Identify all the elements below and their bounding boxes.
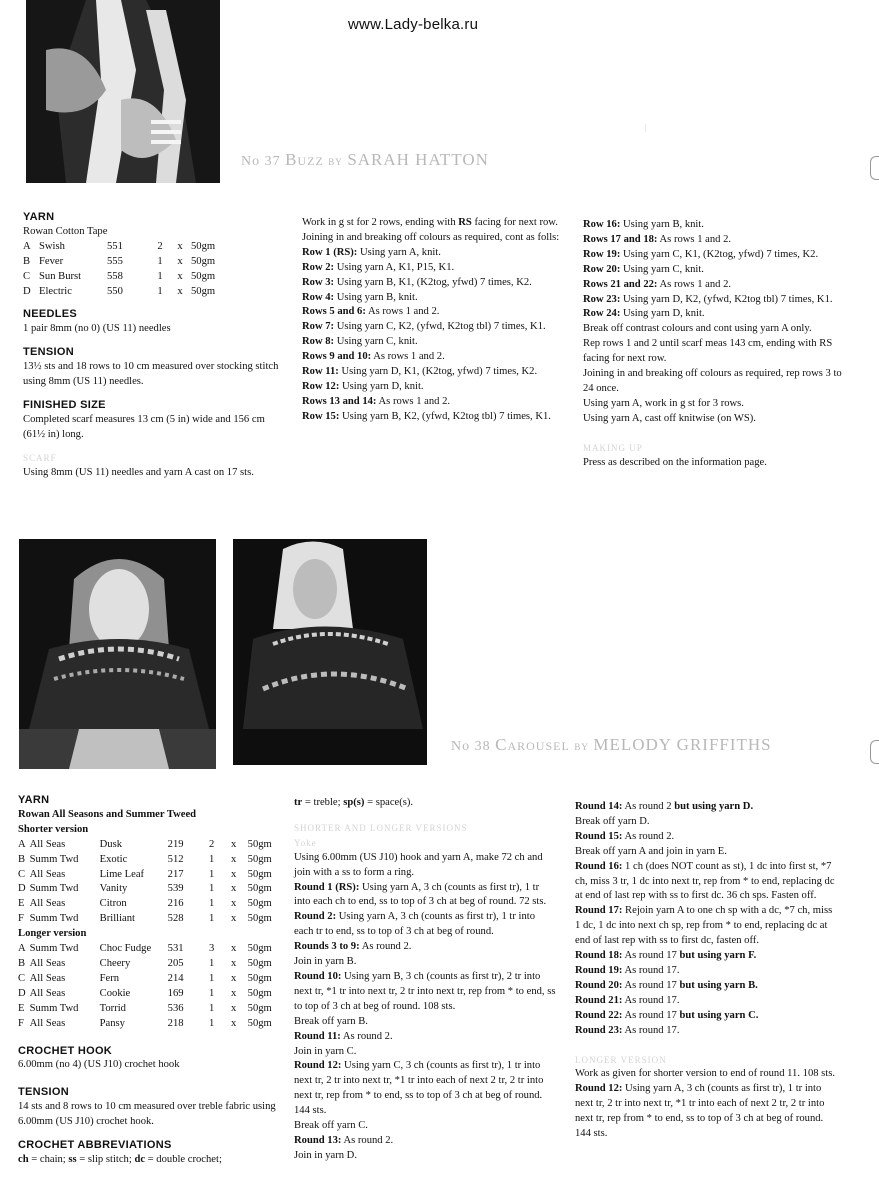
yarn-cell-code: 219	[167, 838, 184, 850]
instruction-line: Row 8: Using yarn C, knit.	[302, 336, 418, 348]
yarn-cell-wt: 50gm	[247, 987, 272, 999]
yarn-cell-qty: 1	[209, 957, 215, 969]
yarn-cell-qty: 1	[157, 285, 163, 297]
yarn-cell-x: x	[177, 285, 183, 297]
instruction-line: Using 6.00mm (US J10) hook and yarn A, make 72 ch and join with a ss to form a ring.	[294, 851, 543, 878]
instruction-line: Using yarn A, work in g st for 3 rows.	[583, 397, 744, 409]
yarn-cell-letter: A	[18, 943, 26, 955]
p38-column-2	[294, 796, 556, 1164]
yarn-row	[18, 838, 276, 853]
pattern-by: BY	[328, 157, 343, 167]
yarn-cell-name: Lime Leaf	[99, 868, 145, 880]
yarn-table	[23, 240, 219, 300]
yarn-cell-qty: 1	[209, 913, 215, 925]
yarn-cell-name: Fever	[39, 255, 64, 267]
yarn-cell-name: Brilliant	[99, 913, 135, 925]
instruction-line: Row 7: Using yarn C, K2, (yfwd, K2tog tbl) 7 times, K1.	[302, 321, 546, 333]
finished-size-text: Completed scarf measures 13 cm (5 in) wide and 156 cm (61½ in) long.	[23, 413, 265, 440]
instruction-line: Rows 13 and 14: As rows 1 and 2.	[302, 395, 451, 407]
cast-on-text: Using 8mm (US 11) needles and yarn A cast on 17 sts.	[23, 466, 254, 478]
yarn-cell-type: All Seas	[29, 972, 66, 984]
yarn-cell-qty: 2	[157, 240, 163, 252]
yarn-cell-name: Fern	[99, 972, 120, 984]
instruction-line: Break off yarn D.	[575, 815, 650, 827]
yarn-cell-type: All Seas	[29, 898, 66, 910]
instruction-line: Break off yarn B.	[294, 1015, 368, 1027]
yarn-cell-wt: 50gm	[247, 868, 272, 880]
yarn-cell-qty: 1	[157, 255, 163, 267]
shorter-version-heading: Shorter version	[18, 823, 89, 835]
yarn-cell-qty: 1	[209, 898, 215, 910]
longer-version-heading: Longer version	[18, 928, 87, 940]
yarn-cell-name: Swish	[39, 240, 65, 252]
yarn-row	[18, 868, 276, 883]
yarn-cell-wt: 50gm	[191, 270, 216, 282]
instruction-line: Row 12: Using yarn D, knit.	[302, 380, 424, 392]
yarn-cell-code: 528	[167, 913, 184, 925]
yarn-cell-wt: 50gm	[191, 285, 216, 297]
pattern-designer: SARAH HATTON	[347, 150, 489, 169]
crochet-hook-text: 6.00mm (no 4) (US J10) crochet hook	[18, 1059, 180, 1071]
pattern-number: No 38	[451, 739, 491, 754]
yarn-cell-name: Cookie	[99, 987, 131, 999]
instruction-line: Work as given for shorter version to end of round 11. 108 sts.	[575, 1068, 836, 1080]
instruction-line: Row 11: Using yarn D, K1, (K2tog, yfwd) 7 times, K2.	[302, 366, 538, 378]
longer-version-heading: LONGER VERSION	[575, 1054, 667, 1065]
yarn-cell-qty: 1	[209, 853, 215, 865]
pattern-name: Buzz	[285, 150, 324, 169]
instruction-line: Join in yarn C.	[294, 1045, 357, 1057]
yarn-cell-qty: 1	[209, 972, 215, 984]
yarn-cell-type: Summ Twd	[29, 883, 79, 895]
yarn-cell-letter: D	[18, 883, 26, 895]
carousel-photo-1	[19, 539, 216, 769]
instruction-line: Row 15: Using yarn B, K2, (yfwd, K2tog tbl) 7 times, K1.	[302, 410, 551, 422]
yarn-cell-letter: D	[23, 285, 31, 297]
yarn-heading: YARN	[23, 211, 55, 223]
yarn-row	[23, 285, 219, 300]
yarn-cell-letter: E	[18, 1002, 25, 1014]
yarn-cell-x: x	[231, 957, 237, 969]
yarn-cell-name: Sun Burst	[39, 270, 82, 282]
yarn-row	[18, 1017, 276, 1032]
yarn-cell-name: Dusk	[99, 838, 123, 850]
yarn-row	[18, 897, 276, 912]
section-heading: SHORTER AND LONGER VERSIONS	[294, 822, 468, 833]
yarn-cell-code: 558	[107, 270, 123, 282]
instruction-line: Work in g st for 2 rows, ending with RS facing for next row.	[302, 217, 558, 228]
yarn-cell-type: All Seas	[29, 957, 66, 969]
yarn-cell-type: All Seas	[29, 1017, 66, 1029]
yarn-cell-type: All Seas	[29, 868, 66, 880]
yarn-cell-x: x	[231, 972, 237, 984]
yarn-cell-type: Summ Twd	[29, 943, 79, 955]
yarn-cell-type: Summ Twd	[29, 1002, 79, 1014]
yarn-cell-letter: B	[23, 255, 31, 267]
yarn-cell-letter: C	[18, 868, 26, 880]
yarn-cell-wt: 50gm	[247, 957, 272, 969]
carousel-photo-2	[233, 539, 427, 765]
instruction-line: Row 16: Using yarn B, knit.	[583, 219, 704, 230]
tension-text: 13½ sts and 18 rows to 10 cm measured over stocking stitch using 8mm (US 11) needles.	[23, 361, 279, 388]
yarn-cell-letter: E	[18, 898, 25, 910]
instruction-line: Round 2: Using yarn A, 3 ch (counts as first tr), 1 tr into each tr to end, ss to top of 3 ch at beg of round.	[294, 911, 536, 938]
yarn-cell-type: Summ Twd	[29, 913, 79, 925]
yarn-cell-code: 550	[107, 285, 123, 297]
instruction-line: Round 1 (RS): Using yarn A, 3 ch (counts as first tr), 1 tr into each ch to end, ss to top of 3 ch at beg of round. 72 sts.	[294, 881, 547, 908]
yarn-heading: YARN	[18, 794, 50, 806]
yarn-cell-x: x	[177, 255, 183, 267]
yarn-cell-wt: 50gm	[247, 898, 272, 910]
instruction-line: Break off yarn A and join in yarn E.	[575, 845, 727, 857]
yarn-cell-name: Vanity	[99, 883, 128, 895]
instruction-line: Round 16: 1 ch (does NOT count as st), 1 dc into first st, *7 ch, miss 3 tr, 1 dc into next tr, rep from * to end, replacing dc at end of last rep with ss to first dc. 36 ch sps. Fasten off.	[575, 860, 835, 902]
yarn-cell-letter: C	[23, 270, 31, 282]
section-subheading: Yoke	[294, 837, 317, 848]
yarn-cell-name: Cheery	[99, 957, 131, 969]
instruction-line: Round 19: As round 17.	[575, 964, 680, 976]
instruction-line: Row 19: Using yarn C, K1, (K2tog, yfwd) 7 times, K2.	[583, 248, 819, 260]
yarn-cell-code: 512	[167, 853, 184, 865]
yarn-row	[18, 942, 276, 957]
pattern-name: Carousel	[495, 735, 570, 754]
pattern-by: BY	[574, 742, 589, 752]
yarn-cell-code: 217	[167, 868, 184, 880]
instruction-line: Joining in and breaking off colours as required, rep rows 3 to 24 once.	[583, 368, 842, 394]
needles-text: 1 pair 8mm (no 0) (US 11) needles	[23, 323, 171, 335]
yarn-cell-name: Citron	[99, 898, 127, 910]
instruction-line: Rows 21 and 22: As rows 1 and 2.	[583, 278, 732, 290]
yarn-cell-letter: A	[18, 838, 26, 850]
yarn-cell-code: 551	[107, 240, 123, 252]
instruction-line: Round 22: As round 17 but using yarn C.	[575, 1009, 759, 1021]
yarn-cell-x: x	[231, 987, 237, 999]
yarn-row	[18, 957, 276, 972]
yarn-row	[18, 882, 276, 897]
instruction-line: Row 20: Using yarn C, knit.	[583, 263, 704, 275]
longer-yarn-table	[18, 942, 276, 1031]
yarn-cell-qty: 1	[209, 1017, 215, 1029]
instruction-line: Rows 9 and 10: As rows 1 and 2.	[302, 351, 445, 363]
instruction-line: Round 20: As round 17 but using yarn B.	[575, 979, 758, 991]
yarn-cell-x: x	[231, 913, 237, 925]
instruction-line: Round 12: Using yarn C, 3 ch (counts as first tr), 1 tr into next tr, 2 tr into next tr, *1 tr into each of next 2 tr, 2 tr into next tr, rep from * to end, ss to top of 3 ch at beg of round. 144 sts.	[294, 1060, 544, 1117]
instruction-line: Join in yarn D.	[294, 1149, 357, 1161]
yarn-cell-code: 539	[167, 883, 184, 895]
instruction-line: Round 17: Rejoin yarn A to one ch sp with a dc, *7 ch, miss 1 dc, 1 dc into next ch sp, rep from * to end, replacing dc at end of last rep with ss to first dc, fasten off.	[575, 905, 833, 947]
instruction-line: Round 10: Using yarn B, 3 ch (counts as first tr), 2 tr into next tr, *1 tr into next tr, 2 tr into next tr, rep from * to end, ss to top of 3 ch at beg of round. 108 sts.	[294, 970, 556, 1012]
yarn-cell-wt: 50gm	[191, 255, 216, 267]
yarn-cell-x: x	[231, 883, 237, 895]
yarn-cell-name: Choc Fudge	[99, 943, 152, 955]
yarn-cell-code: 169	[167, 987, 184, 999]
yarn-cell-x: x	[177, 240, 183, 252]
yarn-cell-letter: B	[18, 853, 26, 865]
yarn-row	[18, 972, 276, 987]
yarn-cell-name: Exotic	[99, 853, 128, 865]
yarn-cell-x: x	[231, 838, 237, 850]
yarn-row	[18, 1002, 276, 1017]
yarn-cell-code: 216	[167, 898, 184, 910]
abbreviations-text: ch = chain; ss = slip stitch; dc = double crochet;	[18, 1153, 222, 1165]
instruction-line: Row 4: Using yarn B, knit.	[302, 291, 418, 303]
yarn-cell-qty: 3	[209, 943, 215, 955]
yarn-cell-x: x	[231, 1017, 237, 1029]
yarn-cell-code: 214	[167, 972, 184, 984]
instruction-line: Using yarn A, cast off knitwise (on WS).	[583, 412, 756, 424]
instruction-line: Round 12: Using yarn A, 3 ch (counts as first tr), 1 tr into next tr, 2 tr into next tr, *1 tr into each of next 2 tr, 2 tr into next tr, rep from * to end, ss to top of 3 ch at beg of round. 144 sts.	[575, 1083, 825, 1140]
instruction-line: Round 11: As round 2.	[294, 1030, 393, 1042]
yarn-cell-code: 531	[167, 943, 184, 955]
instruction-line: Rep rows 1 and 2 until scarf meas 143 cm, ending with RS facing for next row.	[583, 338, 833, 365]
yarn-cell-x: x	[231, 943, 237, 955]
yarn-cell-wt: 50gm	[247, 883, 272, 895]
yarn-cell-code: 536	[167, 1002, 184, 1014]
instruction-line: Row 1 (RS): Using yarn A, knit.	[302, 246, 441, 258]
abbreviations-heading: CROCHET ABBREVIATIONS	[18, 1139, 172, 1152]
yarn-cell-qty: 1	[157, 270, 163, 282]
yarn-cell-qty: 1	[209, 1002, 215, 1014]
p37-column-3	[583, 218, 843, 471]
site-url[interactable]: www.Lady-belka.ru	[348, 16, 479, 33]
yarn-row	[18, 987, 276, 1002]
yarn-cell-wt: 50gm	[247, 1002, 272, 1014]
yarn-cell-name: Torrid	[99, 1002, 126, 1014]
instruction-line: Round 23: As round 17.	[575, 1024, 680, 1036]
yarn-cell-letter: A	[23, 240, 31, 252]
yarn-cell-wt: 50gm	[247, 853, 272, 865]
instruction-line: Joining in and breaking off colours as required, cont as folls:	[302, 231, 560, 243]
shorter-yarn-table	[18, 838, 276, 927]
yarn-cell-x: x	[231, 868, 237, 880]
tension-text: 14 sts and 8 rows to 10 cm measured over treble fabric using 6.00mm (US J10) crochet hook.	[18, 1101, 276, 1128]
yarn-cell-wt: 50gm	[247, 1017, 272, 1029]
pattern-number: No 37	[241, 154, 281, 169]
pattern-designer: MELODY GRIFFITHS	[593, 735, 772, 754]
divider-line	[645, 124, 646, 132]
page-tab-marker	[870, 740, 879, 764]
instruction-line: Round 21: As round 17.	[575, 994, 680, 1006]
yarn-cell-qty: 1	[209, 883, 215, 895]
tension-heading: TENSION	[23, 346, 74, 359]
yarn-cell-x: x	[177, 270, 183, 282]
buzz-photo	[26, 0, 220, 183]
instruction-line: Round 14: As round 2 but using yarn D.	[575, 801, 754, 812]
yarn-cell-letter: F	[18, 1017, 24, 1029]
yarn-cell-qty: 2	[209, 838, 215, 850]
yarn-cell-qty: 1	[209, 987, 215, 999]
instruction-line: Row 23: Using yarn D, K2, (yfwd, K2tog tbl) 7 times, K1.	[583, 293, 833, 305]
instruction-line: Round 18: As round 17 but using yarn F.	[575, 950, 757, 962]
yarn-cell-name: Electric	[39, 285, 72, 297]
making-up-text: Press as described on the information page.	[583, 456, 767, 468]
yarn-cell-name: Pansy	[99, 1017, 125, 1029]
yarn-cell-type: All Seas	[29, 987, 66, 999]
instruction-line: Rows 17 and 18: As rows 1 and 2.	[583, 233, 732, 245]
pattern-37-title	[241, 150, 489, 170]
instruction-line: Round 15: As round 2.	[575, 830, 675, 842]
yarn-row	[23, 240, 219, 255]
instruction-line: Break off yarn C.	[294, 1120, 368, 1132]
yarn-row	[23, 270, 219, 285]
instruction-line: Join in yarn B.	[294, 956, 357, 968]
instruction-line: Row 3: Using yarn B, K1, (K2tog, yfwd) 7 times, K2.	[302, 276, 532, 288]
yarn-row	[18, 853, 276, 868]
p38-column-3	[575, 800, 837, 1142]
yarn-cell-wt: 50gm	[247, 943, 272, 955]
yarn-cell-wt: 50gm	[247, 838, 272, 850]
instruction-line: Rounds 3 to 9: As round 2.	[294, 941, 412, 953]
yarn-cell-letter: F	[18, 913, 24, 925]
yarn-row	[23, 255, 219, 270]
yarn-cell-x: x	[231, 898, 237, 910]
yarn-cell-type: Summ Twd	[29, 853, 79, 865]
p38-column-1	[18, 793, 280, 1168]
yarn-brand: Rowan Cotton Tape	[23, 225, 108, 237]
yarn-cell-code: 205	[167, 957, 184, 969]
tension-heading: TENSION	[18, 1086, 69, 1099]
yarn-cell-letter: B	[18, 957, 26, 969]
yarn-row	[18, 912, 276, 927]
instruction-line: Break off contrast colours and cont using yarn A only.	[583, 323, 812, 335]
instruction-line: Row 24: Using yarn D, knit.	[583, 308, 705, 320]
needles-heading: NEEDLES	[23, 308, 78, 321]
instruction-line: Row 2: Using yarn A, K1, P15, K1.	[302, 261, 455, 273]
finished-size-heading: FINISHED SIZE	[23, 398, 106, 411]
yarn-cell-wt: 50gm	[191, 240, 216, 252]
crochet-hook-heading: CROCHET HOOK	[18, 1044, 113, 1057]
p37-column-1	[23, 210, 283, 481]
yarn-cell-qty: 1	[209, 868, 215, 880]
yarn-cell-type: All Seas	[29, 838, 66, 850]
yarn-cell-letter: C	[18, 972, 26, 984]
pattern-38-title	[451, 735, 772, 755]
abbreviations-cont: tr = treble; sp(s) = space(s).	[294, 797, 414, 808]
yarn-cell-code: 555	[107, 255, 123, 267]
yarn-cell-letter: D	[18, 987, 26, 999]
scarf-heading: SCARF	[23, 452, 57, 463]
instruction-line: Rows 5 and 6: As rows 1 and 2.	[302, 306, 440, 318]
yarn-brand: Rowan All Seasons and Summer Tweed	[18, 808, 197, 820]
instruction-line: Round 13: As round 2.	[294, 1134, 394, 1146]
making-up-heading: MAKING UP	[583, 442, 643, 453]
yarn-cell-x: x	[231, 853, 237, 865]
yarn-cell-wt: 50gm	[247, 913, 272, 925]
yarn-cell-code: 218	[167, 1017, 184, 1029]
page-tab-marker	[870, 156, 879, 180]
yarn-cell-wt: 50gm	[247, 972, 272, 984]
yarn-cell-x: x	[231, 1002, 237, 1014]
p37-column-2	[302, 216, 562, 425]
